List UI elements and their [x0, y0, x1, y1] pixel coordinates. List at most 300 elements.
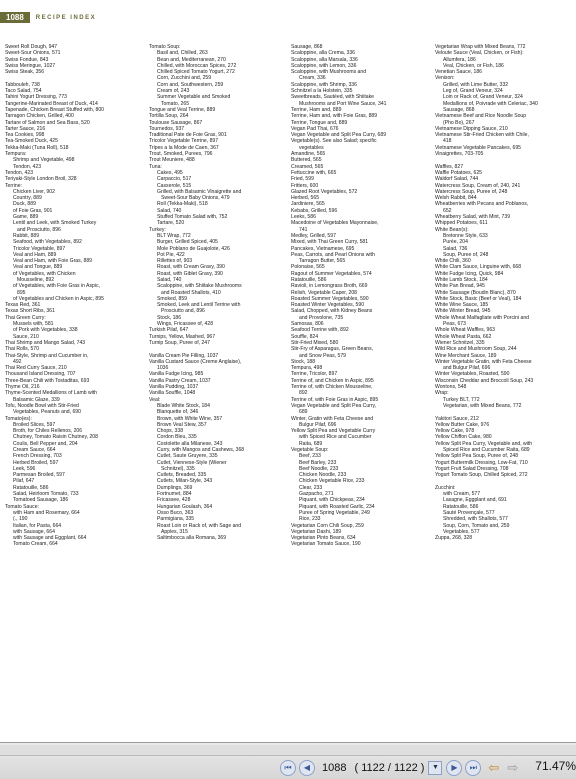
- index-entry: Turkey:: [149, 226, 166, 233]
- index-entry: of Vegetables, with Chicken: [13, 270, 76, 277]
- index-entry: Apples, 315: [161, 528, 188, 535]
- index-entry: with Ham and Rosemary, 664: [13, 509, 80, 516]
- index-entry: Tartare, 520: [157, 220, 185, 227]
- index-entry: Spiced Rice and Cucumber Raita, 689: [443, 447, 530, 453]
- index-entry: Lentil and Leek, with Smoked Turkey: [13, 220, 97, 227]
- index-entry: with Sausage and Eggplant, 664: [13, 535, 87, 542]
- index-entry: Italian, for Pasta, 664: [13, 522, 62, 529]
- index-entry: Wheatberry Salad, with Mint, 739: [435, 214, 511, 221]
- index-entry: Sweet Roll Dough, 947: [5, 44, 58, 50]
- index-entry: Piquant, with Roasted Garlic, 234: [299, 503, 375, 510]
- index-entry: Leg of, Grand Veneur, 324: [443, 88, 503, 95]
- index-entry: Vietnamese Dipping Sauce, 210: [435, 125, 508, 132]
- index-entry: Vanilla Pudding, 1037: [149, 384, 199, 391]
- index-entry: 892: [299, 390, 308, 397]
- forward-arrow-icon[interactable]: ⇨: [507, 760, 519, 775]
- index-entry: and Snow Peas, 579: [299, 352, 347, 359]
- index-entry: Terrine of, with Foie Gras in Aspic, 895: [291, 396, 379, 403]
- index-entry: Blanquette of, 346: [157, 409, 199, 416]
- index-entry: and Provolone, 735: [299, 314, 344, 321]
- index-entry: Yellow Butter Cake, 976: [435, 421, 490, 428]
- index-entry: Vegetarian Dashi, 189: [291, 528, 342, 535]
- index-entry: White Pan Bread, 945: [435, 283, 485, 290]
- index-entry: Vegetarian, with Mixed Beans, 772: [443, 402, 522, 409]
- index-entry: Fettuccine with, 665: [291, 169, 337, 176]
- index-entry: Thai Green Curry:: [5, 314, 46, 321]
- index-entry: Tahini Yogurt Dressing, 773: [5, 94, 68, 101]
- index-entry: White Chili, 360: [435, 258, 471, 265]
- index-entry: Wrap:: [435, 390, 449, 397]
- index-entry: Tomato, 265: [161, 100, 190, 107]
- index-entry: Beef Noodle, 233: [299, 465, 339, 472]
- index-entry: Yellow Chiffon Cake, 980: [435, 434, 492, 441]
- index-entry: Raita, 689: [299, 440, 323, 447]
- index-entry: Trout, Smoked, Purees, 796: [149, 151, 213, 158]
- index-entry: Whipped Potatoes, 611: [435, 220, 488, 227]
- index-entry: Waffles, 827: [435, 163, 464, 170]
- index-entry: Roasted Winter Vegetables, 590: [291, 302, 365, 309]
- index-entry: Fortnumet, 884: [157, 491, 192, 498]
- index-entry: Basil and, Chilled, 263: [157, 50, 208, 57]
- index-entry: Cutlet, Viennese-Style (Wiener: [157, 459, 227, 466]
- index-entry: Osso Buco, 363: [157, 509, 194, 516]
- index-entry: Salad, 736: [443, 245, 468, 252]
- index-entry: Scaloppine, with Shiitake Mushrooms: [157, 283, 242, 290]
- index-entry: with Cream, 577: [443, 491, 481, 498]
- index-entry: Sauce, 210: [13, 333, 39, 340]
- index-entry: Mixed, with Thai Green Curry, 581: [291, 239, 369, 246]
- index-column-2: [149, 44, 284, 541]
- index-entry: Welsh Rabbit, 844: [435, 195, 477, 202]
- index-entry: French Dressing, 703: [13, 453, 62, 460]
- index-entry: Veal and Tongue, 889: [13, 264, 63, 271]
- index-entry: Vietnamese Vegetable Pancakes, 695: [435, 144, 521, 151]
- index-entry: Jardiniere, 565: [291, 201, 325, 208]
- index-entry: Peas, Carrots, and Pearl Onions with: [291, 251, 375, 258]
- index-entry: White Winter Bread, 945: [435, 308, 491, 315]
- current-page-field[interactable]: 1088: [322, 762, 347, 774]
- index-entry: Fritters, 600: [291, 182, 319, 189]
- previous-page-button[interactable]: ◀: [299, 760, 315, 776]
- index-entry: Smoked, Leek and Lentil Terrine with: [157, 302, 241, 309]
- index-entry: Lasagne, Eggplant and, 691: [443, 497, 507, 504]
- index-entry: Winter Vegetables, Roasted, 590: [435, 371, 510, 378]
- index-entry: Mousseline, 892: [17, 276, 55, 283]
- index-entry: Veal:: [149, 396, 161, 403]
- index-entry: Salad, 740: [157, 276, 182, 283]
- index-entry: Mussels with, 581: [13, 321, 54, 328]
- index-entry: Peas, 673: [443, 321, 466, 328]
- index-entry: Cream Sauce, 664: [13, 447, 56, 453]
- index-entry: Allumfera, 186: [443, 56, 476, 63]
- index-entry: Yogurt Buttermilk Dressing, Low-Fat, 710: [435, 459, 528, 466]
- index-entry: Costolette alla Milanese, 343: [157, 440, 223, 447]
- index-entry: Broth, for Chiles Rellenos, 206: [13, 428, 83, 435]
- index-entry: Scaloppine, with Lemon, 336: [291, 62, 357, 69]
- index-entry: Terrine, Tricolor, 897: [291, 371, 338, 378]
- index-entry: 492: [13, 358, 22, 365]
- index-entry: Sausage, 868: [291, 44, 323, 50]
- index-entry: Scaloppine, with Mushrooms and: [291, 69, 367, 76]
- index-entry: Chicken Vegetable Rice, 233: [299, 478, 365, 485]
- index-entry: Corn and, Southwestern, 259: [157, 81, 224, 88]
- index-entry: Tangerine-Marinated Breast of Duck, 414: [5, 100, 98, 107]
- index-entry: Curry, with Mangos and Cashews, 368: [157, 447, 245, 453]
- index-entry: 895: [17, 289, 26, 296]
- index-entry: Watercress Soup, Cream of, 240, 241: [435, 182, 521, 189]
- index-entry: Terrine of, and Chicken in Aspic, 895: [291, 377, 374, 384]
- index-entry: Tricolor Vegetable, 897: [13, 245, 66, 252]
- index-entry: Turkey BLT, 772: [443, 396, 480, 403]
- index-entry: Swiss Steak, 356: [5, 69, 45, 76]
- index-entry: Trout Meuniere, 488: [149, 157, 195, 164]
- page-count: ( 1122 / 1122 ): [354, 762, 425, 774]
- index-entry: (., 190: [13, 516, 28, 523]
- index-entry: Salad, Heirloom Tomato, 733: [13, 491, 79, 498]
- index-entry: Beef, 233: [299, 453, 321, 460]
- index-entry: White Clam Sauce, Linguine with, 668: [435, 264, 522, 271]
- index-entry: Cordon Bleu, 335: [157, 434, 197, 441]
- index-entry: Turnips, Yellow, Mashed, 967: [149, 333, 216, 340]
- index-entry: Prosciutto and, 896: [161, 308, 205, 315]
- index-entry: Vegetarian Corn Chili Soup, 259: [291, 522, 364, 529]
- index-entry: Sweet-Sour Onions, 571: [5, 50, 61, 57]
- index-entry: Ratatouille, 586: [13, 484, 49, 491]
- index-entry: Amandine, 565: [291, 151, 326, 158]
- index-entry: Tartare of Salmon and Sea Bass, 520: [5, 119, 90, 126]
- index-entry: Vegetable(s). See also Salad; specific: [291, 138, 377, 145]
- index-entry: Saltimbocca alla Romana, 369: [157, 535, 227, 542]
- index-entry: Grilled, with Lime Butter, 332: [443, 81, 509, 88]
- index-entry: Vanilla Custard Sauce (Creme Anglaise),: [149, 358, 242, 365]
- index-entry: Veloute Sauce (Veal, Chicken, or Fish):: [435, 50, 524, 57]
- index-entry: Chutney, Tomato Raisin Chutney, 208: [13, 434, 98, 441]
- index-entry: Medallions of, Poivrade with Celeriac, 340: [443, 100, 538, 107]
- index-entry: Vanilla Souffle, 1048: [149, 390, 196, 397]
- index-entry: Sweet-Sour Baby Onions, 479: [161, 195, 230, 202]
- index-entry: Tempura, 498: [291, 365, 323, 372]
- index-entry: Tendon, 423: [13, 163, 42, 170]
- zoom-level[interactable]: 71.47%: [535, 759, 576, 773]
- index-entry: Yogurt Tomato Soup, Chilled Spiced, 272: [435, 472, 528, 479]
- index-entry: and Prosciutto, 896: [17, 226, 61, 233]
- index-entry: Yellow Split Pea Soup, Puree of, 248: [435, 453, 519, 460]
- index-entry: Terrine, Ham and, with Foie Gras, 889: [291, 113, 378, 120]
- index-entry: Corn, Zucchini and, 259: [157, 75, 212, 82]
- index-entry: Ravioli, in Lemongrass Broth, 669: [291, 283, 368, 290]
- index-entry: Tendon, 423: [5, 169, 34, 176]
- index-entry: Leek, 596: [13, 465, 36, 472]
- index-entry: Salad, Chopped, with Kidney Beans: [291, 308, 373, 315]
- index-entry: Vietnamese Stir-Fried Chicken with Chile,: [435, 132, 529, 139]
- index-entry: 741: [299, 226, 308, 233]
- index-entry: Bean and, Mediterranean, 270: [157, 56, 226, 63]
- index-entry: Balsamic Glaze, 339: [13, 396, 60, 403]
- index-entry: Texas Red, 361: [5, 302, 41, 309]
- index-entry: Yogurt Fruit Salad Dressing, 708: [435, 465, 509, 472]
- index-entry: Purée, 204: [443, 239, 468, 246]
- index-entry: Pot Pie, 422: [157, 251, 185, 258]
- index-entry: Thai Red Curry Sauce, 210: [5, 365, 67, 372]
- index-entry: Tea-Smoked Duck, 425: [5, 138, 58, 145]
- index-entry: Vanilla Fudge Icing, 985: [149, 371, 204, 378]
- index-entry: Tempura:: [5, 151, 27, 158]
- index-entry: Veal and Ham, 889: [13, 251, 57, 258]
- index-entry: Tomato Soup:: [149, 44, 181, 50]
- index-entry: (Pho Bo), 267: [443, 119, 475, 126]
- index-entry: Stir-Fried Mixed, 580: [291, 339, 339, 346]
- index-entry: Soup, Corn, Tomato and, 259: [443, 522, 510, 529]
- index-entry: Fried, 599: [291, 176, 314, 183]
- index-entry: Veal and Ham, with Foie Gras, 889: [13, 258, 92, 265]
- index-entry: Polonaise, 565: [291, 264, 325, 271]
- index-entry: Brown, with White Wine, 357: [157, 415, 223, 422]
- index-entry: Ratatouille, 586: [291, 276, 327, 283]
- index-entry: Piquant, with Chickpeas, 234: [299, 497, 365, 504]
- index-entry: Sweetbreads, Sautéed, with Shiitake: [291, 94, 374, 101]
- index-entry: with Sausage, 664: [13, 528, 55, 535]
- index-entry: Cream, 336: [299, 75, 326, 82]
- index-entry: Cutlets, Milan-Style, 343: [157, 478, 213, 485]
- index-entry: vegetables: [299, 144, 324, 151]
- index-entry: Tuna:: [149, 163, 162, 170]
- index-entry: Wontons, 548: [435, 384, 467, 391]
- index-entry: Vegetables, Peanuts and, 690: [13, 409, 81, 416]
- index-entry: Watercress Soup, Puree of, 248: [435, 188, 508, 195]
- index-entry: Tarter Sauce, 216: [5, 125, 46, 132]
- index-entry: Venison:: [435, 75, 455, 82]
- index-entry: Thyme Oil, 216: [5, 384, 40, 391]
- index-entry: Terrine:: [5, 182, 22, 189]
- index-entry: Stuffed Tomato Salad with, 752: [157, 214, 228, 221]
- index-entry: Vegetarian Tomato Sauce, 190: [291, 541, 361, 548]
- index-entry: Samosas, 806: [291, 321, 324, 328]
- index-entry: Broiled Slices, 597: [13, 421, 56, 428]
- index-entry: Scaloppine, with Shrimp, 336: [291, 81, 357, 88]
- index-entry: Vegetarian Pinto Beans, 634: [291, 535, 356, 542]
- index-entry: Grilled, with Balsamic Vinaigrette and: [157, 188, 242, 195]
- page-header: [0, 13, 96, 22]
- index-entry: Loin or Rack of, Grand Veneur, 324: [443, 94, 523, 101]
- index-entry: Veal, Chicken, or Fish, 186: [443, 62, 504, 69]
- page-navigation: [280, 759, 522, 777]
- index-entry: Vegan Pad Thai, 676: [291, 125, 339, 132]
- index-entry: Mole Poblano de Guajolote, 426: [157, 245, 230, 252]
- index-entry: Stir-Fry of Asparagus, Green Beans,: [291, 346, 374, 353]
- index-entry: Tarragon Butter, 565: [299, 258, 346, 265]
- index-entry: White Bean(s):: [435, 226, 469, 233]
- index-entry: Tarragon Chicken, Grilled, 400: [5, 113, 74, 120]
- index-entry: Swiss Meringue, 1027: [5, 62, 56, 69]
- index-entry: Vegan Vegetable and Split Pea Curry,: [291, 402, 377, 409]
- index-entry: Scaloppine, alla Marsala, 336: [291, 56, 358, 63]
- index-column-4: [435, 44, 575, 541]
- index-entry: Tekka-Maki (Tuna Roll), 518: [5, 144, 69, 151]
- index-entry: Burger, Grilled Spiced, 405: [157, 239, 218, 246]
- index-entry: Venetian Sauce, 186: [435, 69, 483, 76]
- index-entry: Shredded, with Shallots, 577: [443, 516, 508, 523]
- index-entry: Tortilla Soup, 264: [149, 113, 189, 120]
- index-entry: Vanilla Pastry Cream, 1037: [149, 377, 211, 384]
- index-entry: Soup, Puree of, 248: [443, 251, 489, 258]
- index-entry: Mushrooms and Port Wine Sauce, 341: [299, 100, 387, 107]
- index-entry: Rillettes of, 903: [157, 258, 193, 265]
- index-entry: Thai Rolls, 570: [5, 346, 39, 353]
- index-entry: White Stock, Basic (Beef or Veal), 184: [435, 295, 522, 302]
- index-entry: Yellow Split Pea Curry, Vegetable and, with: [435, 440, 533, 447]
- index-entry: Game, 889: [13, 214, 39, 221]
- index-entry: Stock, 188: [291, 358, 316, 365]
- index-entry: Winter, Gratin with Feta Cheese and: [291, 415, 374, 422]
- index-entry: Texas Short Ribs, 361: [5, 308, 55, 315]
- index-entry: Chops, 338: [157, 428, 184, 435]
- index-entry: Schnitzel), 335: [161, 465, 195, 472]
- index-entry: Country, 889: [13, 195, 42, 202]
- index-entry: Yellow Split Pea and Vegetable Curry: [291, 428, 376, 435]
- index-entry: Roast Loin or Rack of, with Sage and: [157, 522, 242, 529]
- index-entry: Roasted Summer Vegetables, 590: [291, 295, 369, 302]
- index-entry: Creamed, 565: [291, 163, 324, 170]
- index-entry: Vanilla Cream Pie Filling, 1037: [149, 352, 219, 359]
- index-entry: Glazed Root Vegetables, 572: [291, 188, 358, 195]
- index-entry: Souffle, 824: [291, 333, 319, 340]
- index-entry: Tabbouleh, 738: [5, 81, 40, 88]
- index-entry: Thai-Style, Shrimp and Cucumber in,: [5, 352, 89, 359]
- index-entry: Buttered, 565: [291, 157, 322, 164]
- index-entry: Fricassee, 428: [157, 497, 191, 504]
- index-entry: Chilled Spiced Tomato Yogurt, 272: [157, 69, 235, 76]
- index-entry: Smoked, 859: [157, 295, 188, 302]
- index-entry: Terrine of, with Chicken Mousseline,: [291, 384, 373, 391]
- index-entry: Rabbit, 889: [13, 232, 40, 239]
- index-entry: Traditional Pate de Foie Gras, 901: [149, 132, 227, 139]
- chevron-down-icon[interactable]: ▼: [428, 761, 442, 775]
- index-entry: BLT Wrap, 772: [157, 232, 191, 239]
- index-entry: Tomato Sauce:: [5, 503, 39, 510]
- back-arrow-icon[interactable]: ⇦: [488, 760, 500, 775]
- index-entry: Vegetarian Wrap with Mixed Beans, 772: [435, 44, 526, 50]
- index-entry: of Vegetables, with Foie Gras in Aspic,: [13, 283, 100, 290]
- index-entry: and Roasted Shallots, 410: [161, 289, 221, 296]
- index-entry: Cream of, 243: [157, 88, 190, 95]
- index-entry: of Pork with Vegetables, 338: [13, 327, 78, 334]
- index-entry: Ragout of Summer Vegetables, 574: [291, 270, 372, 277]
- index-entry: Vegan Vegetable and Split Pea Curry, 689: [291, 132, 387, 139]
- index-entry: Chicken Liver, 902: [13, 188, 55, 195]
- index-entry: White Lamb Stock, 184: [435, 276, 488, 283]
- index-entry: Tricolor Vegetable Terrine, 897: [149, 138, 219, 145]
- index-entry: Wheatberries with Pecans and Poblanos,: [435, 201, 529, 208]
- index-entry: Roast, with Cream Gravy, 390: [157, 264, 225, 271]
- index-entry: Puree of Spring Vegetable, 249: [299, 509, 370, 516]
- index-entry: Thyme-Scented Medallions of Lamb with: [5, 390, 98, 397]
- index-entry: Tournedos, 937: [149, 125, 185, 132]
- index-entry: Wine Merchant Sauce, 189: [435, 352, 497, 359]
- index-entry: Tapenade, Chicken Breast Stuffed with, 800: [5, 106, 105, 113]
- index-entry: 652: [443, 207, 452, 214]
- index-entry: Bretonne Style, 633: [443, 232, 488, 239]
- index-entry: Whole Wheat Pasta, 662: [435, 333, 492, 340]
- index-entry: Gazpacho, 271: [299, 491, 334, 498]
- index-entry: Parmigiana, 335: [157, 516, 195, 523]
- index-entry: of Foie Gras, 901: [13, 207, 53, 214]
- index-entry: Terrine, Ham and, 889: [291, 106, 342, 113]
- first-page-button[interactable]: ⏮: [280, 760, 296, 776]
- index-entry: Chilled, with Moroccan Spices, 272: [157, 62, 237, 69]
- index-entry: Leeks, 586: [291, 214, 316, 221]
- index-entry: Herbed Broiled, 597: [13, 459, 59, 466]
- index-entry: Tongue and Veal Terrine, 889: [149, 106, 216, 113]
- next-page-button[interactable]: ▶: [446, 760, 462, 776]
- index-entry: Cakes, 495: [157, 169, 183, 176]
- index-entry: Stock, 186: [157, 314, 182, 321]
- index-entry: Casserole, 515: [157, 182, 192, 189]
- index-entry: Seafood, with Vegetables, 892: [13, 239, 82, 246]
- index-entry: Carpaccio, 517: [157, 176, 192, 183]
- index-entry: Herbed, 565: [291, 195, 320, 202]
- index-entry: Sausage, 868: [443, 106, 475, 113]
- index-entry: Vietnamese Beef and Rice Noodle Soup: [435, 113, 527, 120]
- index-entry: with Spiced Rice and Cucumber: [299, 434, 372, 441]
- index-entry: Relish, Vegetable Caper, 208: [291, 289, 357, 296]
- horizontal-scrollbar[interactable]: [0, 745, 576, 756]
- index-entry: Wiener Schnitzel, 335: [435, 339, 485, 346]
- last-page-button[interactable]: ⏭: [465, 760, 481, 776]
- index-entry: of Vegetables and Chicken in Aspic, 895: [13, 295, 104, 302]
- index-entry: Wisconsin Cheddar and Broccoli Soup, 243: [435, 377, 534, 384]
- index-entry: Summer Vegetable and Smoked: [157, 94, 231, 101]
- index-entry: Hungarian Goulash, 364: [157, 503, 213, 510]
- index-entry: Tomato(es):: [5, 415, 32, 422]
- index-entry: Kebabs, Grilled, 596: [291, 207, 338, 214]
- index-entry: Teriyaki-Style London Broil, 328: [5, 176, 77, 183]
- index-entry: Yellow Cake, 978: [435, 428, 475, 435]
- index-entry: Zucchini:: [435, 484, 456, 491]
- index-entry: Ratatouille, 586: [443, 503, 479, 510]
- index-entry: Roll (Tekka-Maki), 518: [157, 201, 208, 208]
- index-entry: and Bulgur Pilaf, 696: [443, 365, 491, 372]
- page-title: RECIPE INDEX: [35, 14, 97, 21]
- index-entry: Wild Rice and Mushroom Soup, 244: [435, 346, 517, 353]
- index-entry: 689: [299, 409, 308, 416]
- index-entry: Bulgur Pilaf, 696: [299, 421, 337, 428]
- index-entry: Pancakes, Vietnamese, 695: [291, 245, 355, 252]
- index-entry: Shrimp and Vegetable, 498: [13, 157, 75, 164]
- index-entry: Three-Bean Chili with Tostaditas, 693: [5, 377, 90, 384]
- index-entry: Blade White Stock, 184: [157, 402, 210, 409]
- index-entry: Chicken Noodle, 233: [299, 472, 347, 479]
- index-entry: Taco Salad, 754: [5, 88, 42, 95]
- index-entry: Beef Barley, 233: [299, 459, 337, 466]
- index-entry: Brown Veal Stew, 357: [157, 421, 207, 428]
- index-entry: Turnip Soup, Puree of, 247: [149, 339, 210, 346]
- index-entry: Turkish Pilaf, 647: [149, 327, 189, 334]
- index-entry: Tripes a la Mode de Caen, 367: [149, 144, 219, 151]
- index-entry: Dumplings, 369: [157, 484, 193, 491]
- index-entry: Tea Cookies, 998: [5, 132, 45, 139]
- index-entry: Schnitzel a la Holstein, 335: [291, 88, 353, 95]
- index-entry: Yakitori Sauce, 212: [435, 415, 479, 422]
- index-entry: Zuppa, 268, 328: [435, 535, 473, 542]
- index-entry: Scaloppine, alla Crema, 336: [291, 50, 355, 57]
- index-column-1: [5, 44, 137, 548]
- index-entry: Tofu, Noodle Bowl with Stir-Fried: [5, 402, 79, 409]
- index-entry: Clear, 233: [299, 484, 323, 491]
- index-entry: Waldorf Salad, 744: [435, 176, 479, 183]
- index-entry: 418: [443, 138, 452, 145]
- viewer-status-bar: [0, 742, 576, 779]
- index-entry: Waffle Potatoes, 625: [435, 169, 483, 176]
